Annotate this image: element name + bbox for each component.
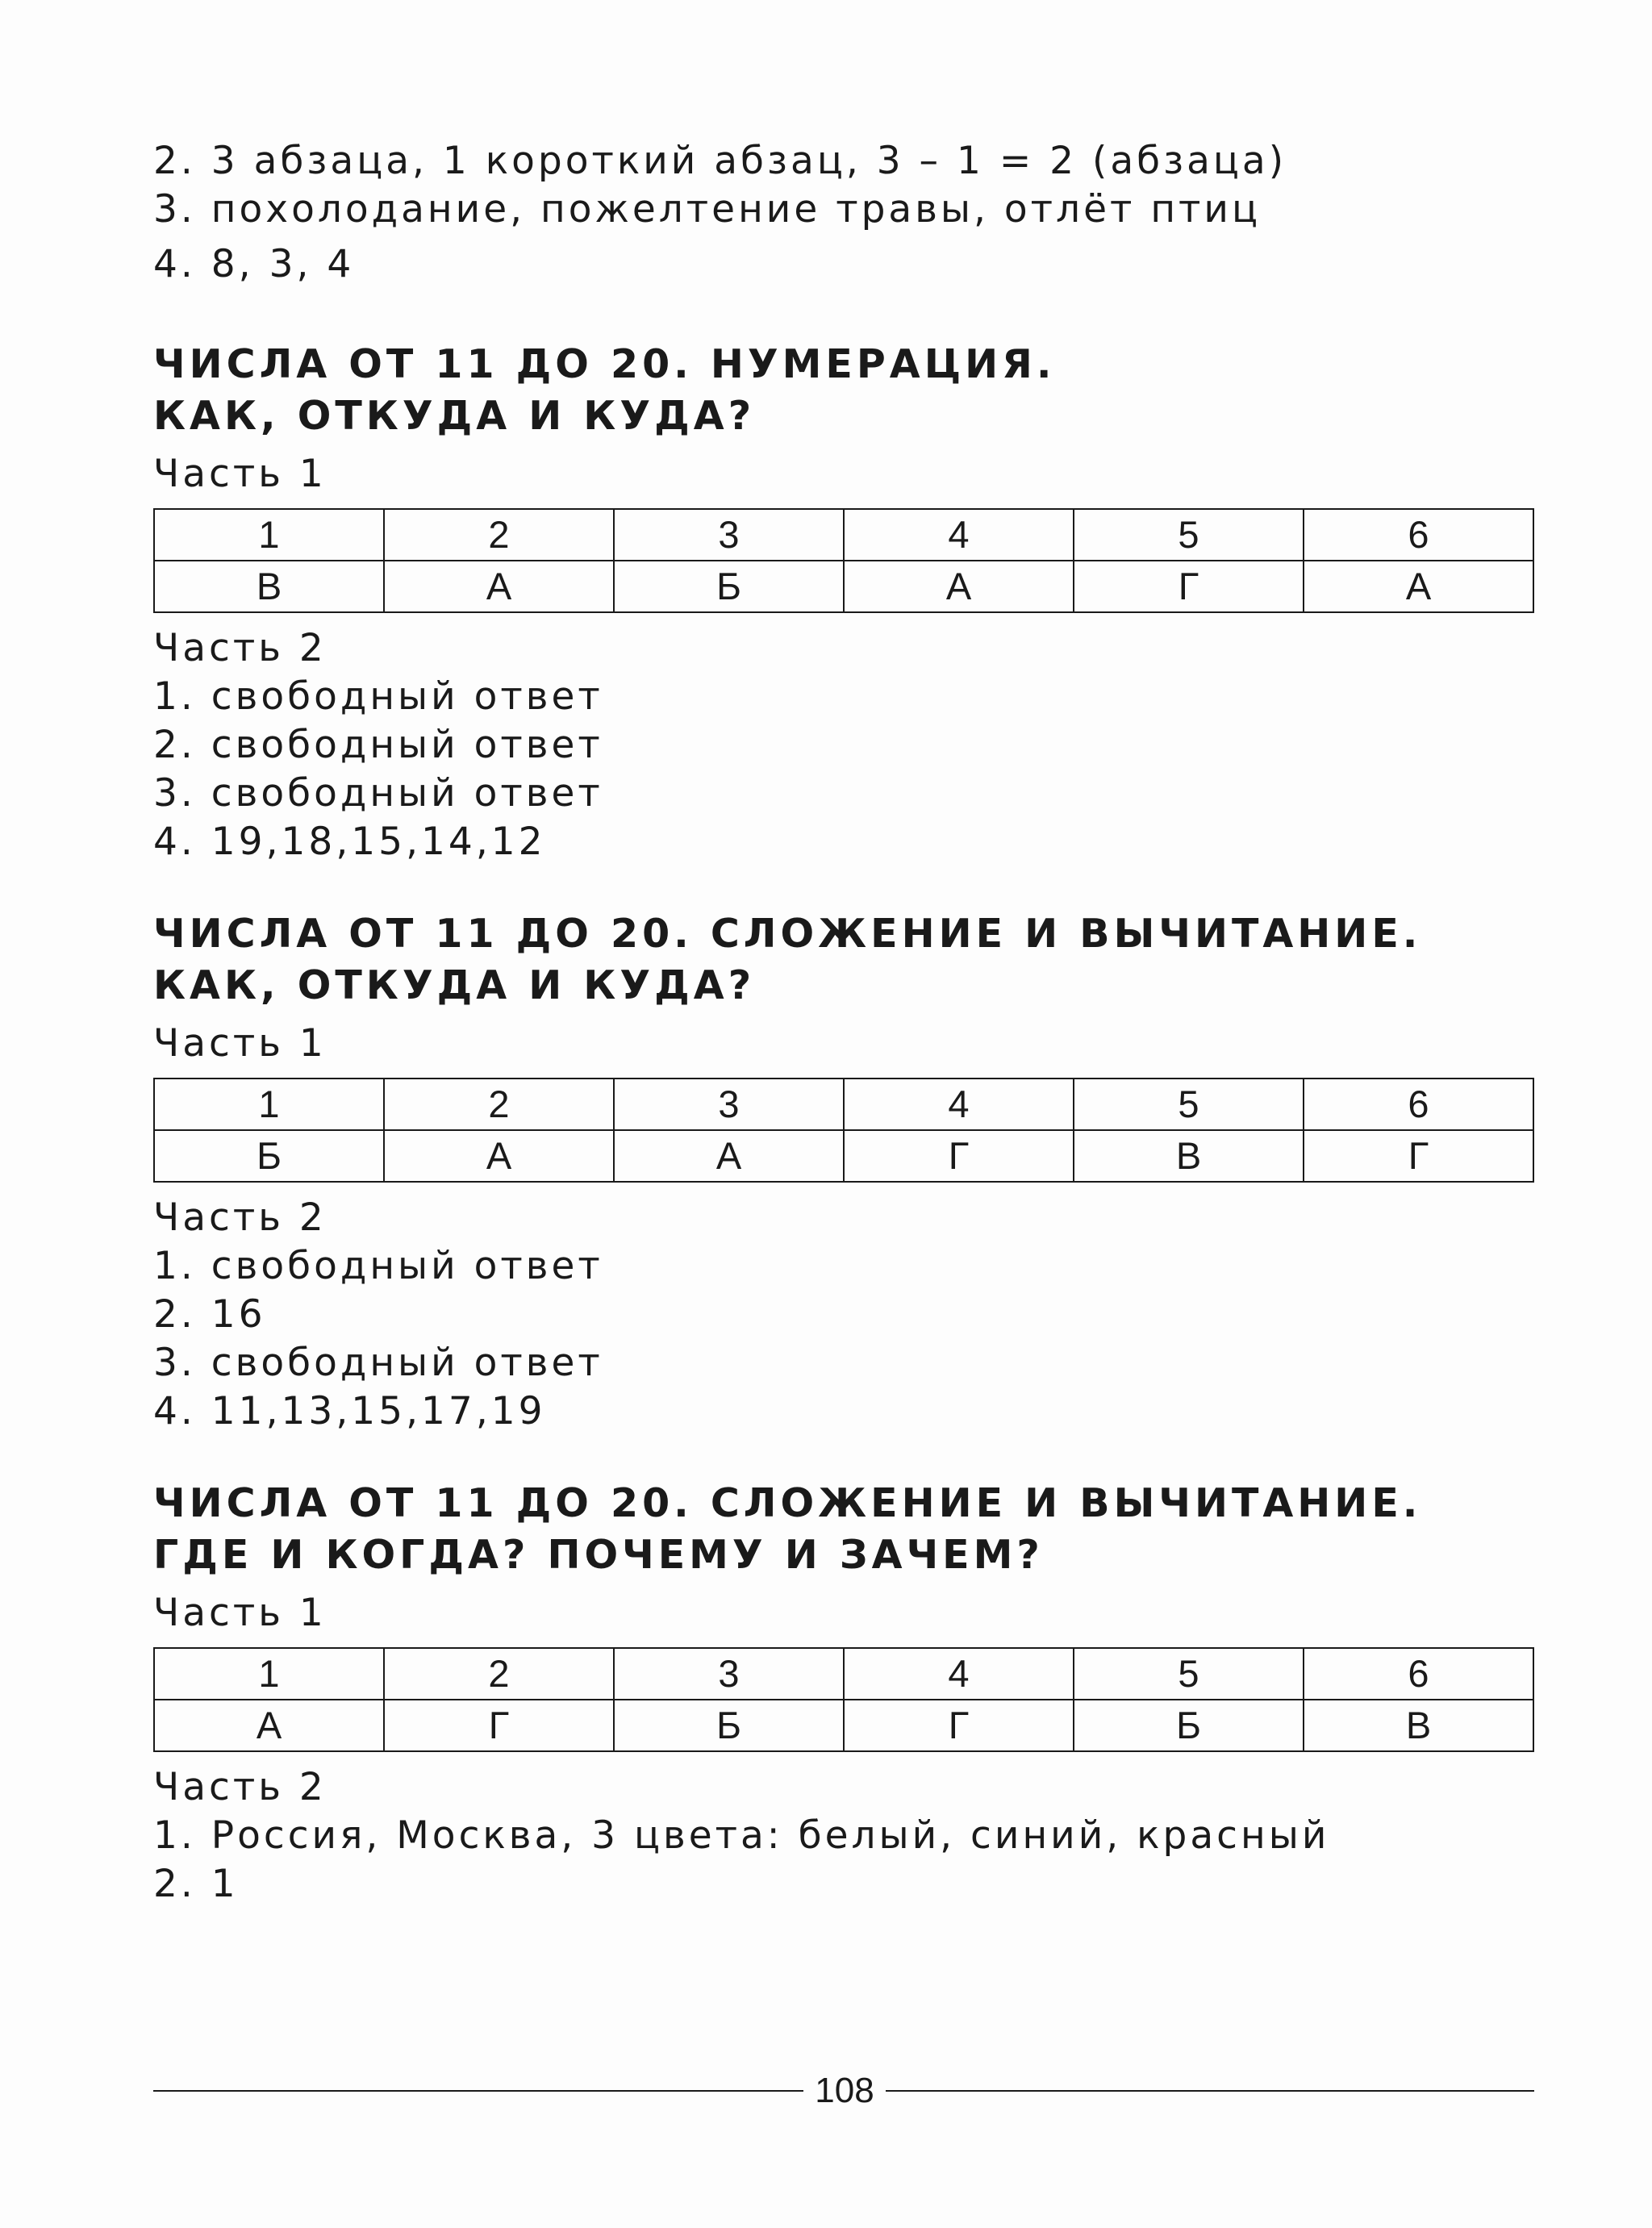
table-cell: Б [614,561,844,612]
table-cell: В [1074,1130,1304,1182]
part1-label: Часть 1 [153,1021,327,1066]
section-title-line: ЧИСЛА ОТ 11 ДО 20. СЛОЖЕНИЕ И ВЫЧИТАНИЕ. [153,911,1422,957]
list-item: 2. 16 [153,1292,266,1337]
part2-label: Часть 2 [153,1195,327,1240]
table-cell: А [614,1130,844,1182]
table-cell: А [384,561,614,612]
list-item: 1. Россия, Москва, 3 цвета: белый, синий, красный [153,1813,1330,1858]
table-cell: 6 [1304,1079,1533,1130]
list-item: 4. 11,13,15,17,19 [153,1389,546,1433]
table-cell: А [154,1700,384,1751]
table-row-numbers [154,1079,1533,1130]
footer-rule [886,2090,1534,2092]
footer-rule [153,2090,803,2092]
table-cell: 1 [154,1648,384,1700]
part1-label: Часть 1 [153,452,327,496]
page-footer [153,2067,1534,2115]
table-row-answers [154,1700,1533,1751]
section-addition-subtraction-2 [153,1478,1534,1909]
page-content [153,137,1534,1909]
table-cell: 6 [1304,1648,1533,1700]
table-cell: 2 [384,1079,614,1130]
list-item: 3. похолодание, пожелтение травы, отлёт птиц [153,187,1261,232]
table-cell: Г [384,1700,614,1751]
list-item: 1. свободный ответ [153,674,603,719]
table-cell: 5 [1074,1079,1304,1130]
table-cell: 2 [384,509,614,561]
table-cell: 1 [154,509,384,561]
table-cell: 5 [1074,1648,1304,1700]
table-row-answers [154,561,1533,612]
table-cell: А [844,561,1074,612]
section-title-line: ГДЕ И КОГДА? ПОЧЕМУ И ЗАЧЕМ? [153,1532,1044,1578]
table-cell: 4 [844,1648,1074,1700]
list-item: 3. свободный ответ [153,1341,603,1385]
table-cell: Б [1074,1700,1304,1751]
list-item: 2. 1 [153,1862,239,1906]
table-row-numbers [154,1648,1533,1700]
part1-label: Часть 1 [153,1591,327,1635]
table-cell: Г [844,1130,1074,1182]
page-number: 108 [815,2071,874,2110]
intro-list [153,137,1534,289]
table-cell: 3 [614,1648,844,1700]
list-item: 1. свободный ответ [153,1244,603,1288]
table-cell: 1 [154,1079,384,1130]
list-item: 3. свободный ответ [153,771,603,816]
answers-table [153,1647,1534,1752]
section-numeration [153,339,1534,866]
section-addition-subtraction-1 [153,908,1534,1436]
part2-label: Часть 2 [153,1765,327,1809]
answers-table [153,508,1534,613]
section-title-line: КАК, ОТКУДА И КУДА? [153,393,756,439]
section-title-line: КАК, ОТКУДА И КУДА? [153,962,756,1008]
table-cell: А [1304,561,1533,612]
table-cell: В [1304,1700,1533,1751]
table-cell: 4 [844,509,1074,561]
section-title-line: ЧИСЛА ОТ 11 ДО 20. НУМЕРАЦИЯ. [153,341,1056,387]
list-item: 2. свободный ответ [153,723,603,767]
table-cell: Б [614,1700,844,1751]
table-cell: 5 [1074,509,1304,561]
table-row-answers [154,1130,1533,1182]
table-cell: Г [1304,1130,1533,1182]
table-cell: А [384,1130,614,1182]
table-cell: 4 [844,1079,1074,1130]
table-cell: Б [154,1130,384,1182]
answers-table [153,1078,1534,1183]
list-item: 2. 3 абзаца, 1 короткий абзац, 3 – 1 = 2 (абзаца) [153,139,1287,183]
table-cell: Г [844,1700,1074,1751]
section-title-line: ЧИСЛА ОТ 11 ДО 20. СЛОЖЕНИЕ И ВЫЧИТАНИЕ. [153,1480,1422,1526]
table-cell: 2 [384,1648,614,1700]
table-cell: В [154,561,384,612]
part2-label: Часть 2 [153,626,327,670]
table-cell: 6 [1304,509,1533,561]
table-cell: 3 [614,1079,844,1130]
table-cell: 3 [614,509,844,561]
list-item: 4. 8, 3, 4 [153,242,355,286]
table-cell: Г [1074,561,1304,612]
table-row-numbers [154,509,1533,561]
list-item: 4. 19,18,15,14,12 [153,820,546,864]
